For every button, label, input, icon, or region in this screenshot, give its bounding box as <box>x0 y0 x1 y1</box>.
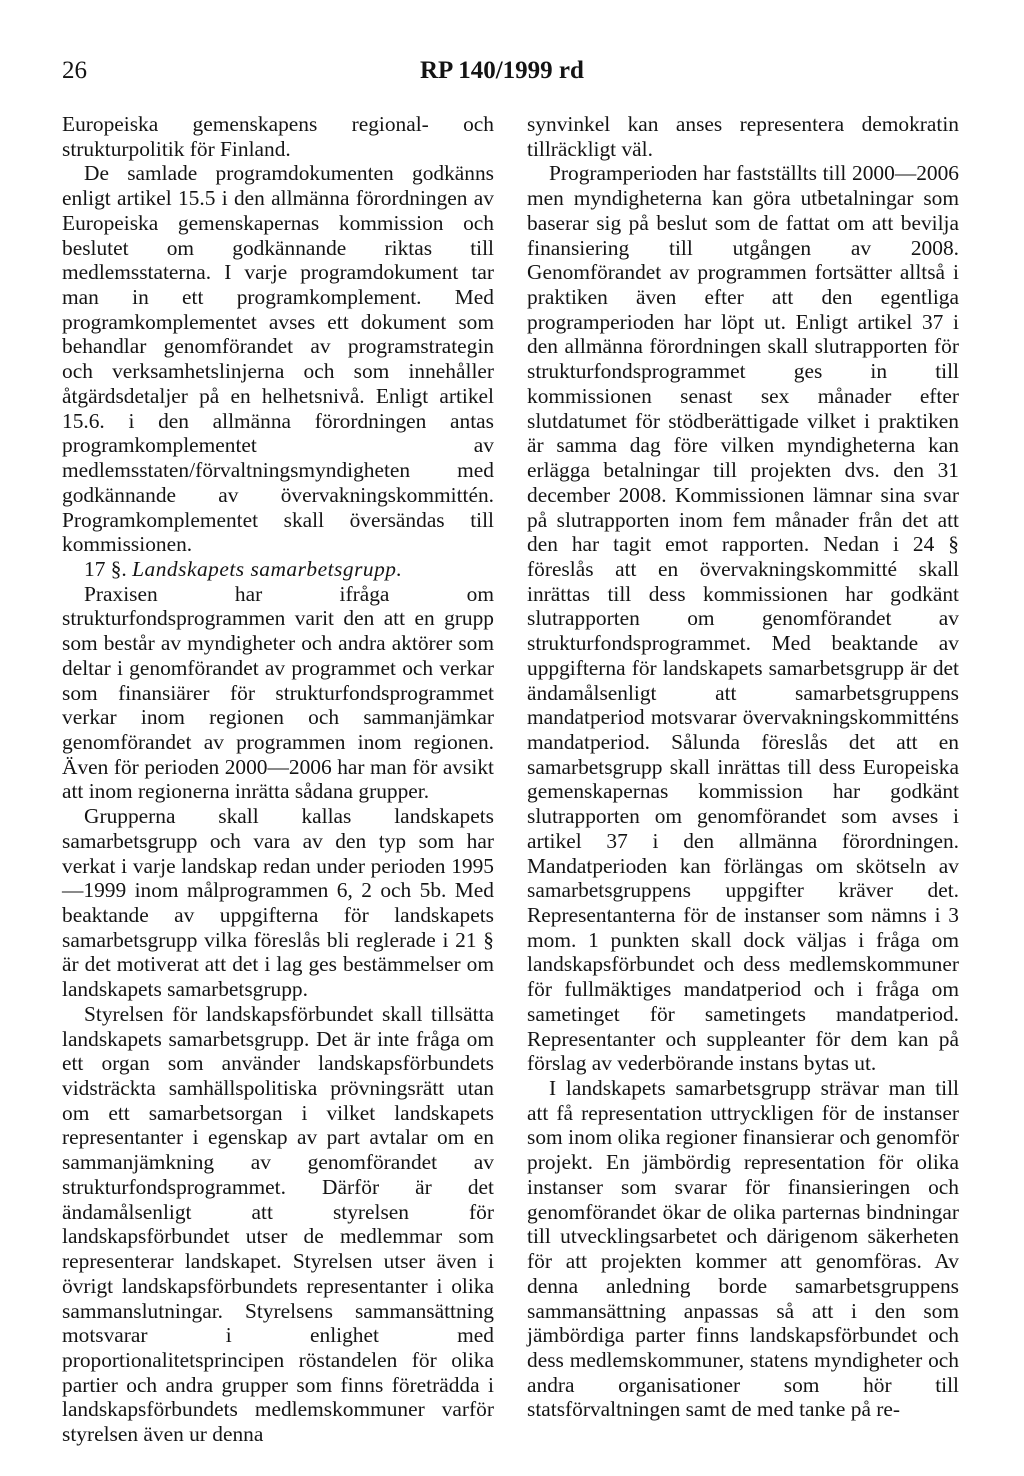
right-column <box>527 112 959 1422</box>
paragraph: Europeiska gemenskapens regional- och strukturpolitik för Finland. <box>62 112 494 161</box>
document-id: RP 140/1999 rd <box>420 57 584 84</box>
section-number: 17 §. <box>84 556 127 581</box>
paragraph: Grupperna skall kallas landskapets samarbetsgrupp och vara av den typ som har verkat i varje landskap redan under perioden 1995—1999 inom målprogrammen 6, 2 och 5b. Med beaktande av uppgifterna för landskapets samarbetsgrupp vilka föreslås bli reglerade i 21 § är det motiverat att det i lag ges bestämmelser om landskapets samarbetsgrupp. <box>62 804 494 1002</box>
paragraph: I landskapets samarbetsgrupp strävar man till att få representation uttryckligen för de instanser som inom olika regioner finansierar och genomför projekt. En jämbördig representation för olika instanser som svarar för finansieringen och genomförandet ökar de olika parternas bindningar till utvecklingsarbetet och därigenom säkerheten för att projekten kommer att genomföras. Av denna anledning borde samarbetsgruppens sammansättning anpassas så att i den som jämbördiga parter finns landskapsförbundet och dess medlemskommuner, statens myndigheter och andra organisationer som hör till statsförvaltningen samt de med tanke på re- <box>527 1076 959 1422</box>
paragraph: synvinkel kan anses representera demokratin tillräckligt väl. <box>527 112 959 161</box>
paragraph: De samlade programdokumenten godkänns enligt artikel 15.5 i den allmänna förordningen av Europeiska gemenskapernas kommission och beslutet om godkännande riktas till medlemsstaterna. I varje programdokument tar man in ett programkomplement. Med programkomplementet avses ett dokument som behandlar genomförandet av programstrategin och verksamhetslinjerna och som innehåller åtgärdsdetaljer på en helhetsnivå. Enligt artikel 15.6. i den allmänna förordningen antas programkomplementet av medlemsstaten/förvaltningsmyndigheten med godkännande av övervakningskommittén. Programkomplementet skall översändas till kommissionen. <box>62 161 494 557</box>
paragraph: Programperioden har fastställts till 2000—2006 men myndigheterna kan göra utbetalningar som baserar sig på beslut som de fattat om att bevilja finansiering till utgången av 2008. Genomförandet av programmen fortsätter alltså i praktiken även efter att den egentliga programperioden har löpt ut. Enligt artikel 37 i den allmänna förordningen skall slutrapporten för strukturfondsprogrammet ges in till kommissionen senast sex månader efter slutdatumet för stödberättigade vilket i praktiken är samma dag före vilken myndigheterna kan erlägga betalningar till projekten dvs. den 31 december 2008. Kommissionen lämnar sina svar på slutrapporten inom fem månader från det att den har tagit emot rapporten. Nedan i 24 § föreslås att en övervakningskommitté skall inrättas till dess kommissionen har godkänt slutrapporten om genomförandet av strukturfondsprogrammet. Med beaktande av uppgifterna för landskapets samarbetsgrupp är det ändamålsenligt att samarbetsgruppens mandatperiod motsvarar övervakningskommitténs mandatperiod. Sålunda föreslås det att en samarbetsgrupp skall inrättas till dess Europeiska gemenskapernas kommission har godkänt slutrapporten om genomförandet som avses i artikel 37 i den allmänna förordningen. Mandatperioden kan förlängas om skötseln av samarbetsgruppens uppgifter kräver det. Representanterna för de instanser som nämns i 3 mom. 1 punkten skall dock väljas i fråga om landskapsförbundet och dess medlemskommuner för fullmäktiges mandatperiod och i fråga om sametinget för sametingets mandatperiod. Representanter och suppleanter för dem kan på förslag av vederbörande instans bytas ut. <box>527 161 959 1076</box>
page-number: 26 <box>62 57 87 84</box>
paragraph: Praxisen har ifråga om strukturfondsprogrammen varit den att en grupp som består av myndigheter och andra aktörer som deltar i genomförandet av programmet och verkar som finansiärer för strukturfondsprogrammet verkar inom regionen och sammanjämkar genomförandet av programmen inom regionen. Även för perioden 2000—2006 har man för avsikt att inom regionerna inrätta sådana grupper. <box>62 581 494 804</box>
left-column <box>62 112 494 1447</box>
paragraph: Styrelsen för landskapsförbundet skall tillsätta landskapets samarbetsgrupp. Det är inte fråga om ett organ som använder landskapsförbundets vidsträckta samhällspolitiska prövningsrätt utan om ett samarbetsorgan i vilket landskapets representanter i egenskap av part avtalar om en sammanjämkning av genomförandet av strukturfondsprogrammet. Därför är det ändamålsenligt att styrelsen för landskapsförbundet utser de medlemmar som representerar landskapet. Styrelsen utser även i övrigt landskapsförbundets representanter i olika sammanslutningar. Styrelsens sammansättning motsvarar i enlighet med proportionalitetsprincipen röstandelen för olika partier och andra grupper som finns företrädda i landskapsförbundets medlemskommuner varför styrelsen även ur denna <box>62 1001 494 1447</box>
section-heading <box>62 557 494 582</box>
section-title: Landskapets samarbetsgrupp. <box>132 556 403 581</box>
